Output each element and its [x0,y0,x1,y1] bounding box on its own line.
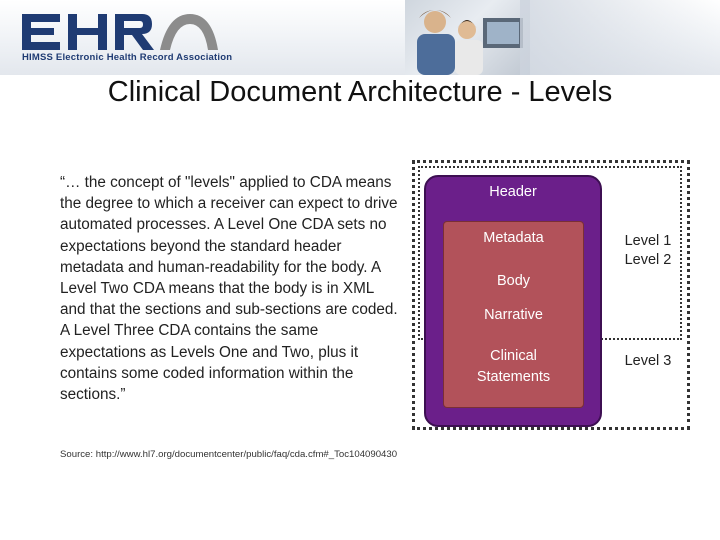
header-label: Header [489,184,537,200]
source-citation: Source: http://www.hl7.org/documentcenter/public/faq/cda.cfm#_Toc104090430 [60,449,398,460]
level-1-2-labels [610,232,686,270]
logo-subtitle: HIMSS Electronic Health Record Association [22,52,233,63]
metadata-label: Metadata [483,230,544,246]
clinical-line-2: Statements [476,369,551,385]
level-3-label: Level 3 [624,353,672,369]
narrative-label: Narrative [484,307,543,323]
level-2-label: Level 2 [624,252,672,268]
clinical-line-1: Clinical [490,348,537,364]
body-label: Body [496,273,531,289]
level-1-label: Level 1 [624,233,672,249]
clinical-statements-label [443,346,584,388]
quote-text: “… the concept of "levels" applied to CDA means the degree to which a receiver can expect to drive automated processes. A Level One CDA sets no expectations beyond the standard header metadata and human-readability for the body. A Level Two CDA means that the body is in XML and that the sections and sub-sections are coded. A Level Three CDA contains the same expectations as Levels One and Two, plus it contains some coded information within the sections.” [60,174,398,404]
slide-title: Clinical Document Architecture - Levels [107,76,613,108]
